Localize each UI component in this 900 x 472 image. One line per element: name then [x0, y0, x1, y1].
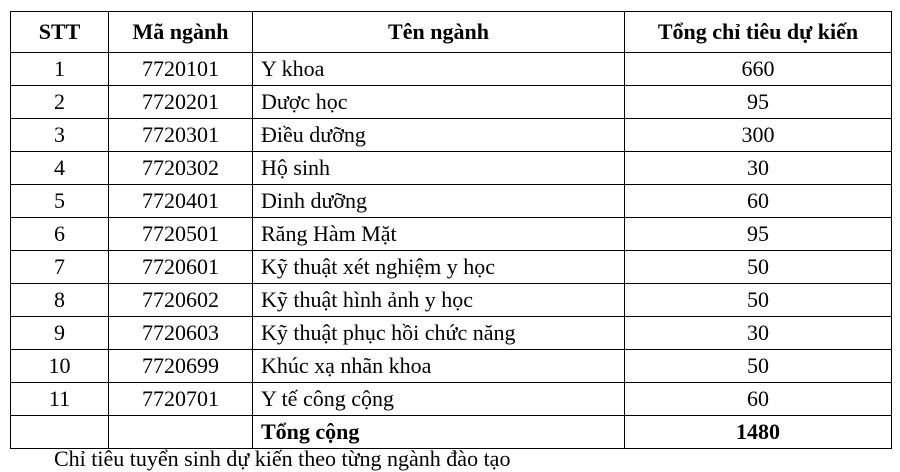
footnote-text: Chỉ tiêu tuyển sinh dự kiến theo từng ngành đào tạo	[54, 446, 511, 471]
row-major-name-cell: Răng Hàm Mặt	[253, 218, 625, 251]
row-quota-cell: 95	[625, 218, 892, 251]
table-row	[11, 383, 892, 416]
admission-quota-table	[10, 11, 892, 449]
row-quota-cell: 50	[625, 350, 892, 383]
row-quota-cell: 30	[625, 317, 892, 350]
header-total-quota: Tổng chỉ tiêu dự kiến	[625, 12, 892, 53]
row-major-name-cell: Dược học	[253, 86, 625, 119]
row-major-code-cell: 7720603	[109, 317, 253, 350]
total-stt-cell	[11, 416, 109, 449]
row-stt-cell: 11	[11, 383, 109, 416]
row-major-code-cell: 7720701	[109, 383, 253, 416]
row-major-code-cell: 7720699	[109, 350, 253, 383]
row-major-name-cell: Khúc xạ nhãn khoa	[253, 350, 625, 383]
row-stt-cell: 8	[11, 284, 109, 317]
row-stt-cell: 9	[11, 317, 109, 350]
row-stt-cell: 5	[11, 185, 109, 218]
total-value: 1480	[625, 416, 892, 449]
row-major-name-cell: Điều dưỡng	[253, 119, 625, 152]
row-quota-cell: 50	[625, 284, 892, 317]
table-row	[11, 86, 892, 119]
row-major-name-cell: Kỹ thuật phục hồi chức năng	[253, 317, 625, 350]
row-stt-cell: 3	[11, 119, 109, 152]
table-row	[11, 119, 892, 152]
row-quota-cell: 60	[625, 185, 892, 218]
row-major-name-cell: Y tế công cộng	[253, 383, 625, 416]
header-major-name: Tên ngành	[253, 12, 625, 53]
row-major-name-cell: Y khoa	[253, 53, 625, 86]
row-quota-cell: 50	[625, 251, 892, 284]
table-row	[11, 284, 892, 317]
table-row	[11, 317, 892, 350]
row-quota-cell: 60	[625, 383, 892, 416]
header-stt: STT	[11, 12, 109, 53]
row-major-code-cell: 7720301	[109, 119, 253, 152]
table-row	[11, 350, 892, 383]
row-major-name-cell: Kỹ thuật xét nghiệm y học	[253, 251, 625, 284]
row-major-name-cell: Dinh dưỡng	[253, 185, 625, 218]
row-stt-cell: 1	[11, 53, 109, 86]
table-row	[11, 185, 892, 218]
row-major-name-cell: Hộ sinh	[253, 152, 625, 185]
row-quota-cell: 660	[625, 53, 892, 86]
row-stt-cell: 10	[11, 350, 109, 383]
total-label: Tổng cộng	[253, 416, 625, 449]
row-quota-cell: 95	[625, 86, 892, 119]
row-major-code-cell: 7720302	[109, 152, 253, 185]
row-quota-cell: 30	[625, 152, 892, 185]
row-quota-cell: 300	[625, 119, 892, 152]
row-major-name-cell: Kỹ thuật hình ảnh y học	[253, 284, 625, 317]
table-row	[11, 152, 892, 185]
total-code-cell	[109, 416, 253, 449]
row-major-code-cell: 7720602	[109, 284, 253, 317]
table-header-row	[11, 12, 892, 53]
row-major-code-cell: 7720401	[109, 185, 253, 218]
header-major-code: Mã ngành	[109, 12, 253, 53]
total-row	[11, 416, 892, 449]
row-stt-cell: 6	[11, 218, 109, 251]
table-row	[11, 53, 892, 86]
row-stt-cell: 7	[11, 251, 109, 284]
row-stt-cell: 2	[11, 86, 109, 119]
row-major-code-cell: 7720201	[109, 86, 253, 119]
table-row	[11, 218, 892, 251]
row-major-code-cell: 7720501	[109, 218, 253, 251]
row-major-code-cell: 7720601	[109, 251, 253, 284]
row-major-code-cell: 7720101	[109, 53, 253, 86]
table-row	[11, 251, 892, 284]
row-stt-cell: 4	[11, 152, 109, 185]
